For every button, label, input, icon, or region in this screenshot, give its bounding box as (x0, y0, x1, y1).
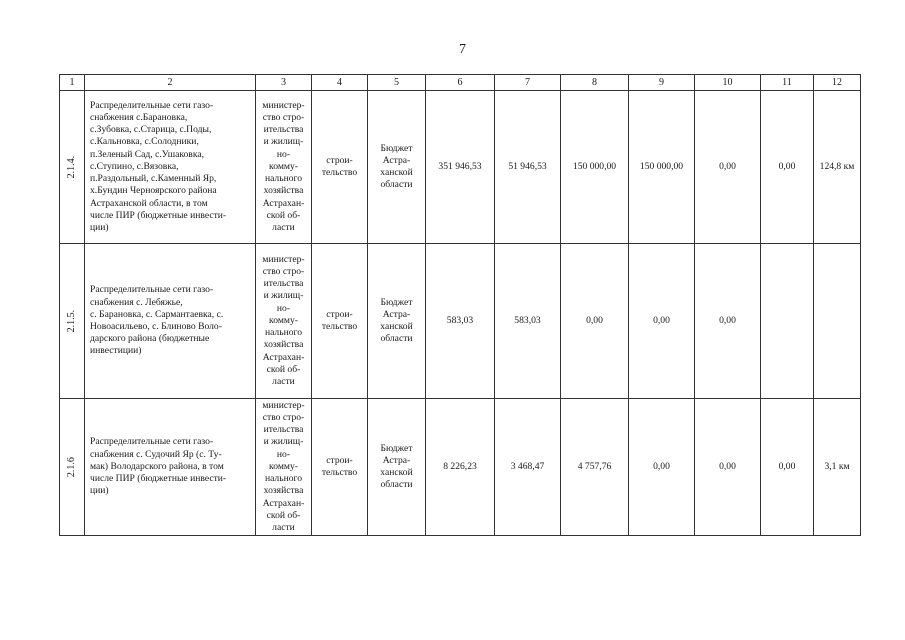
object-description: Распределительные сети газо- снабжения с. Судочий Яр (с. Ту- мак) Володарского района, в том числе ПИР (бюджетные инвести- ции) (90, 436, 227, 497)
value-col-12 (814, 244, 861, 399)
column-header: 12 (814, 75, 861, 91)
row-number: 2.1.6 (65, 456, 77, 477)
customer-cell (256, 399, 312, 536)
column-header: 5 (368, 75, 426, 91)
value-col-9: 150 000,00 (629, 91, 695, 244)
value-col-8: 150 000,00 (561, 91, 629, 244)
funding-source: Бюджет Астра- ханской области (380, 442, 413, 491)
object-description: Распределительные сети газо- снабжения с. Лебяжье, с. Барановка, с. Сармантаевка, с. Новоасильево, с. Блиново Воло- дарского района (бюджетные инвестиции) (90, 284, 224, 357)
row-number: 2.1.4. (65, 155, 77, 179)
funding-source: Бюджет Астра- ханской области (380, 296, 413, 345)
value-col-7: 583,03 (495, 244, 561, 399)
column-header: 3 (256, 75, 312, 91)
investment-table (59, 74, 861, 536)
work-type: строи- тельство (321, 154, 358, 178)
column-header: 10 (695, 75, 761, 91)
table-header-row (60, 75, 861, 91)
column-header: 2 (85, 75, 256, 91)
value-col-12: 3,1 км (814, 399, 861, 536)
funding-source-cell (368, 91, 426, 244)
value-col-11: 0,00 (761, 399, 814, 536)
customer: министер- ство стро- ительства и жилищ- но- комму- нального хозяйства Астрахан- ской об- ласти (262, 253, 305, 387)
funding-source: Бюджет Астра- ханской области (380, 142, 413, 191)
value-col-7: 3 468,47 (495, 399, 561, 536)
value-col-11 (761, 244, 814, 399)
table-row (60, 399, 861, 536)
table-row (60, 244, 861, 399)
column-header: 11 (761, 75, 814, 91)
object-description-cell (85, 399, 256, 536)
customer-cell (256, 244, 312, 399)
row-number-cell (60, 91, 85, 244)
column-header: 4 (312, 75, 368, 91)
column-header: 9 (629, 75, 695, 91)
work-type-cell (312, 399, 368, 536)
funding-source-cell (368, 244, 426, 399)
row-number-cell (60, 399, 85, 536)
object-description: Распределительные сети газо- снабжения с.Барановка, с.Зубовка, с.Старица, с.Поды, с.Кальновка, с.Солодники, п.Зеленый Сад, с.Ушаковка, с.Ступино, с.Вязовка, п.Раздольный, с.Каменный Яр, х.Бундин Черноярского района Астраханской области, в том числе ПИР (бюджетные инвести- ции) (90, 99, 227, 233)
value-col-10: 0,00 (695, 399, 761, 536)
value-col-8: 4 757,76 (561, 399, 629, 536)
value-col-6: 351 946,53 (426, 91, 495, 244)
column-header: 7 (495, 75, 561, 91)
column-header: 8 (561, 75, 629, 91)
work-type: строи- тельство (321, 308, 358, 332)
object-description-cell (85, 244, 256, 399)
value-col-6: 8 226,23 (426, 399, 495, 536)
work-type: строи- тельство (321, 454, 358, 478)
value-col-9: 0,00 (629, 244, 695, 399)
customer: министер- ство стро- ительства и жилищ- но- комму- нального хозяйства Астрахан- ской об- ласти (262, 99, 305, 233)
work-type-cell (312, 244, 368, 399)
value-col-8: 0,00 (561, 244, 629, 399)
value-col-9: 0,00 (629, 399, 695, 536)
page-number: 7 (459, 42, 466, 57)
row-number-cell (60, 244, 85, 399)
work-type-cell (312, 91, 368, 244)
table-row (60, 91, 861, 244)
customer: министер- ство стро- ительства и жилищ- но- комму- нального хозяйства Астрахан- ской об- ласти (262, 399, 305, 533)
value-col-11: 0,00 (761, 91, 814, 244)
column-header: 6 (426, 75, 495, 91)
value-col-10: 0,00 (695, 91, 761, 244)
object-description-cell (85, 91, 256, 244)
row-number: 2.1.5. (65, 309, 77, 333)
value-col-12: 124,8 км (814, 91, 861, 244)
column-header: 1 (60, 75, 85, 91)
value-col-10: 0,00 (695, 244, 761, 399)
funding-source-cell (368, 399, 426, 536)
value-col-6: 583,03 (426, 244, 495, 399)
customer-cell (256, 91, 312, 244)
value-col-7: 51 946,53 (495, 91, 561, 244)
